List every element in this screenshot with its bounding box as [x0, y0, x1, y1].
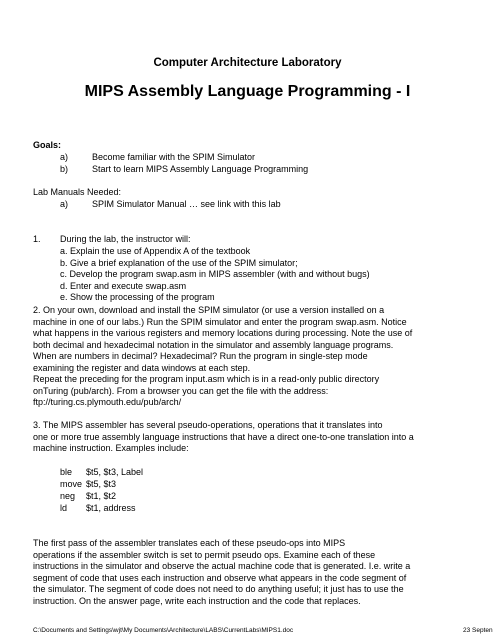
goals-item-b-text: Start to learn MIPS Assembly Language Programming	[92, 164, 309, 174]
goals-item-b-marker: b)	[60, 164, 69, 174]
paragraph-line: Repeat the preceding for the program input.asm which is in a read-only public directory	[33, 374, 380, 384]
list-item: a. Explain the use of Appendix A of the textbook	[60, 246, 251, 256]
section2-paragraph	[33, 305, 412, 409]
footer-file-path: C:\Documents and Settings\wjt\My Documents\Architecture\LABS\CurrentLabs\MIPS1.doc	[33, 627, 294, 634]
paragraph-line: examining the register and data windows at each step.	[33, 362, 251, 373]
goals-heading: Goals:	[33, 140, 62, 150]
example-args-ld: $t1, address	[86, 503, 136, 513]
paragraph-line: segment of code that uses each instruction and observe what appears in the code segment of	[33, 572, 407, 583]
list-item: d. Enter and execute swap.asm	[60, 280, 187, 291]
paragraph-line: operations if the assembler switch is set to permit pseudo ops. Examine each of these	[33, 549, 376, 560]
goals-item-a-text: Become familiar with the SPIM Simulator	[92, 152, 256, 162]
section1-intro: During the lab, the instructor will:	[60, 234, 191, 244]
section3-closing	[33, 538, 410, 607]
paragraph-line: instructions in the simulator and observe the actual machine code that is generated. I.e. write a	[33, 561, 411, 571]
manuals-item-a-text: SPIM Simulator Manual … see link with this lab	[92, 199, 281, 209]
manuals-heading: Lab Manuals Needed:	[33, 187, 122, 197]
example-args-neg: $t1, $t2	[86, 491, 117, 501]
manuals-item-a-marker: a)	[60, 199, 69, 209]
paragraph-line: machine in one of our labs.) Run the SPIM simulator and enter the program swap.asm. Notice	[33, 316, 407, 327]
paragraph-line: 2. On your own, download and install the SPIM simulator (or use a version installed on a	[33, 305, 385, 315]
example-op-move: move	[60, 479, 83, 489]
example-args-ble: $t5, $t3, Label	[86, 467, 144, 477]
example-op-ble: ble	[60, 467, 73, 477]
footer-date: 23 Septen	[463, 627, 493, 634]
example-args-move: $t5, $t3	[86, 479, 117, 489]
page-title: MIPS Assembly Language Programming - I	[84, 83, 411, 100]
paragraph-line: The first pass of the assembler translates each of these pseudo-ops into MIPS	[33, 538, 346, 548]
goals-item-a-marker: a)	[60, 152, 69, 162]
section1-number: 1.	[33, 234, 41, 244]
paragraph-line: machine instruction. Examples include:	[33, 443, 189, 453]
lab-title: Computer Architecture Laboratory	[153, 57, 342, 69]
list-item: b. Give a brief explanation of the use of the SPIM simulator;	[60, 257, 298, 268]
list-item: e. Show the processing of the program	[60, 292, 215, 302]
section3-paragraph	[33, 420, 414, 455]
list-item: c. Develop the program swap.asm in MIPS assembler (with and without bugs)	[60, 269, 370, 279]
paragraph-line: onTuring (pub/arch). From a browser you can get the file with the address:	[33, 385, 329, 396]
paragraph-line: one or more true assembly language instructions that have a direct one-to-one translation into a	[33, 431, 414, 442]
paragraph-line: ftp://turing.cs.plymouth.edu/pub/arch/	[33, 397, 182, 407]
example-op-ld: ld	[60, 503, 68, 513]
paragraph-line: 3. The MIPS assembler has several pseudo-operations, operations that it translates into	[33, 420, 383, 430]
section1-list	[60, 246, 370, 304]
paragraph-line: instruction. On the answer page, write each instruction and the code that replaces.	[33, 595, 361, 606]
paragraph-line: the simulator. The segment of code does not need to do anything useful; it just has to use the	[33, 584, 404, 594]
paragraph-line: When are numbers in decimal? Hexadecimal? Run the program in single-step mode	[33, 351, 368, 361]
example-op-neg: neg	[60, 491, 76, 501]
paragraph-line: both decimal and hexadecimal notation in the simulator and assembly language programs.	[33, 339, 394, 350]
paragraph-line: what happens in the various registers and memory locations during processing. Note the use of	[33, 328, 413, 338]
